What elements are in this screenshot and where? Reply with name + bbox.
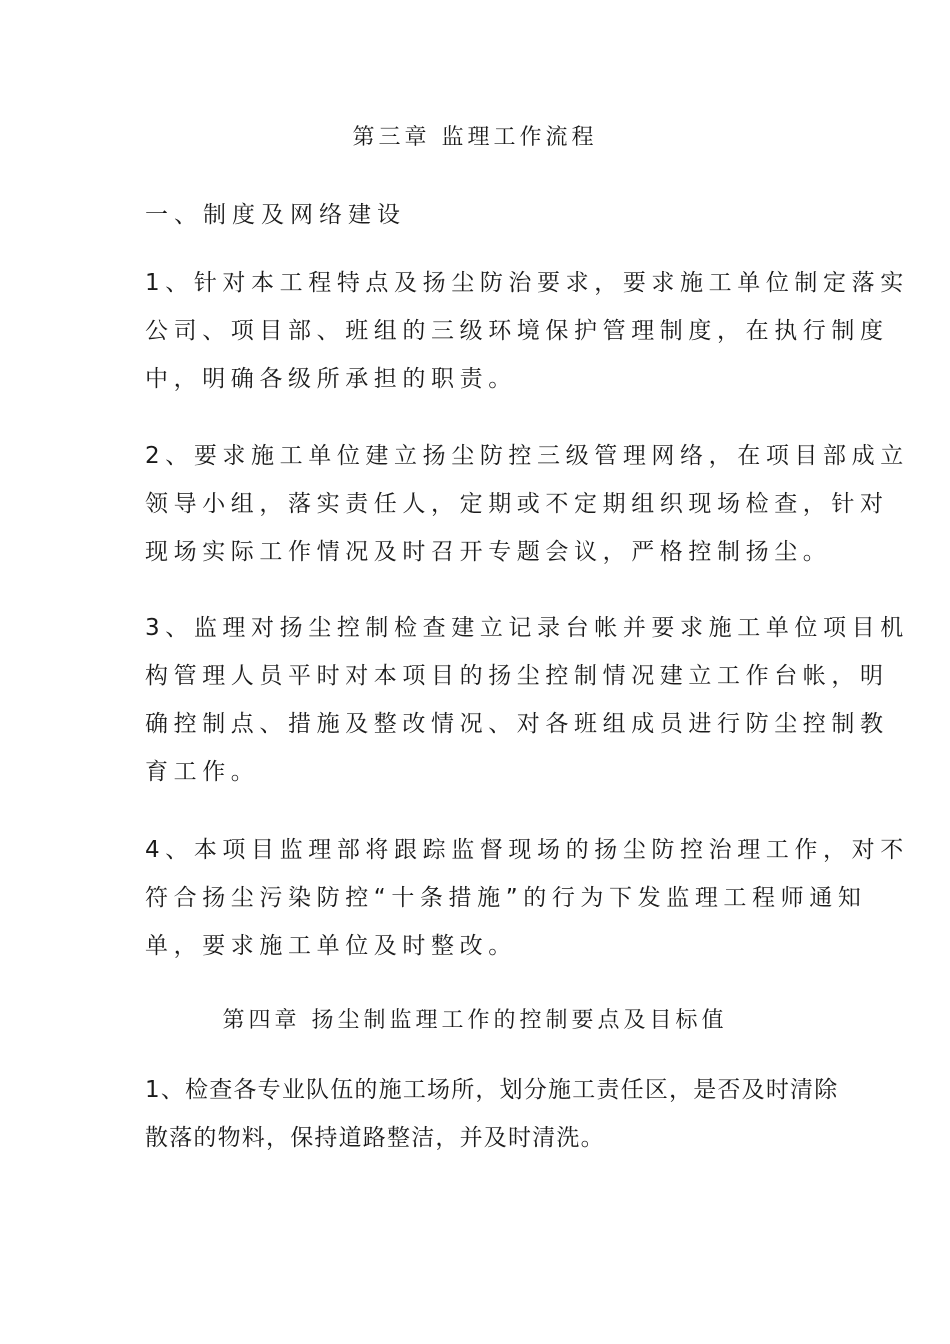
paragraph-line: 2、要求施工单位建立扬尘防控三级管理网络，在项目部成立	[145, 443, 909, 469]
paragraph-line: 现场实际工作情况及时召开专题会议，严格控制扬尘。	[145, 539, 832, 565]
paragraph-line: 中，明确各级所承担的职责。	[145, 366, 517, 392]
paragraph-item-2	[145, 432, 909, 576]
paragraph-line: 1、检查各专业队伍的施工场所，划分施工责任区，是否及时清除	[145, 1077, 839, 1103]
paragraph-line: 构管理人员平时对本项目的扬尘控制情况建立工作台帐，明	[145, 663, 889, 689]
paragraph-item-1	[145, 259, 909, 403]
section-1-title: 一、制度及网络建设	[145, 202, 406, 228]
paragraph-line: 1、针对本工程特点及扬尘防治要求，要求施工单位制定落实	[145, 270, 909, 296]
chapter-4-title: 第四章 扬尘制监理工作的控制要点及目标值	[222, 1008, 728, 1033]
chapter-3-title: 第三章 监理工作流程	[352, 125, 598, 150]
paragraph-ch4-item-1	[145, 1066, 839, 1162]
paragraph-item-4	[145, 826, 909, 970]
paragraph-line: 3、监理对扬尘控制检查建立记录台帐并要求施工单位项目机	[145, 615, 909, 641]
paragraph-line: 单，要求施工单位及时整改。	[145, 933, 517, 959]
paragraph-item-3	[145, 604, 909, 796]
paragraph-line: 确控制点、措施及整改情况、对各班组成员进行防尘控制教	[145, 711, 889, 737]
paragraph-line: 育工作。	[145, 759, 260, 785]
paragraph-line: 公司、项目部、班组的三级环境保护管理制度，在执行制度	[145, 318, 889, 344]
paragraph-line: 散落的物料，保持道路整洁，并及时清洗。	[145, 1125, 605, 1151]
paragraph-line: 符合扬尘污染防控“十条措施”的行为下发监理工程师通知	[145, 885, 867, 911]
paragraph-line: 4、本项目监理部将跟踪监督现场的扬尘防控治理工作，对不	[145, 837, 909, 863]
paragraph-line: 领导小组，落实责任人，定期或不定期组织现场检查，针对	[145, 491, 889, 517]
